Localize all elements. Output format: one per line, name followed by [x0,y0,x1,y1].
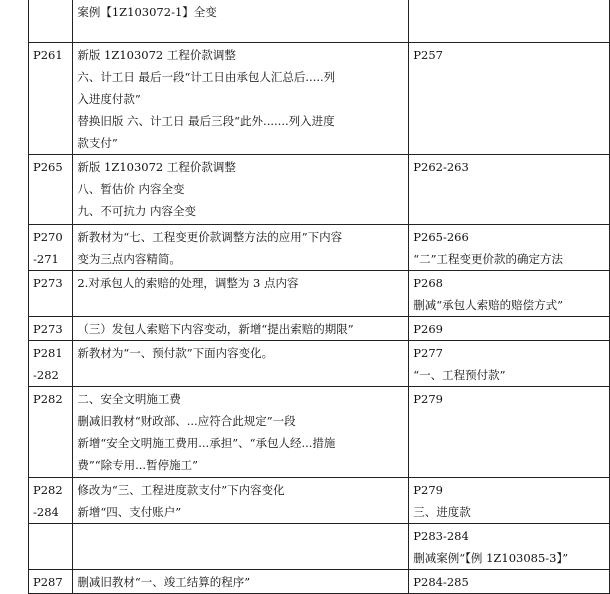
new-page-number: P261 [33,48,63,62]
old-page-cell [409,387,610,478]
change-description-line: 新教材为“一、预付款”下面内容变化。 [77,346,274,360]
old-page-line: P262-263 [413,160,469,174]
old-page-line: P257 [413,48,443,62]
new-page-number: P281 [33,346,63,360]
change-description-cell [73,271,409,317]
change-description-line: 六、计工日 最后一段“计工日由承包人汇总后.....列 [77,70,336,84]
change-description-cell [73,0,409,43]
change-description-line: 删减旧教材“一、竣工结算的程序” [77,575,251,589]
change-table-body [29,0,610,594]
change-description-line: 2.对承包人的索赔的处理，调整为 3 点内容 [77,276,299,290]
change-description-line: 变为三点内容精简。 [77,252,181,266]
table-row [29,478,610,524]
old-page-line: 删减“承包人索赔的赔偿方式” [413,298,564,312]
change-description-line: 案例【1Z103072-1】全变 [77,5,217,19]
old-page-cell [409,524,610,570]
old-page-cell [409,155,610,225]
change-description-cell [73,317,409,341]
table-row [29,341,610,387]
old-page-line: P279 [413,392,443,406]
table-row [29,387,610,478]
change-description-line: 修改为“三、工程进度款支付”下内容变化 [77,483,285,497]
change-description-cell [73,570,409,594]
old-page-line: 删减案例“【例 1Z103085-3】” [413,551,569,565]
change-description-line: 款支付” [77,136,118,150]
old-page-cell [409,0,610,43]
old-page-line: P283-284 [413,529,469,543]
old-page-cell [409,570,610,594]
old-page-line: P265-266 [413,230,469,244]
change-description-line: 替换旧版 六、计工日 最后三段“此外.......列入进度 [77,114,335,128]
change-description-line: 新增“四、支付账户” [77,505,182,519]
change-description-cell [73,387,409,478]
change-description-line: 八、暂估价 内容全变 [77,182,185,196]
old-page-cell [409,271,610,317]
change-description-cell [73,478,409,524]
page-number-cell [29,317,73,341]
change-description-cell [73,155,409,225]
table-row [29,0,610,43]
change-description-line: 二、安全文明施工费 [77,392,181,406]
change-description-cell [73,225,409,271]
change-description-line: 费”“除专用...暂停施工” [77,458,198,472]
change-description-cell [73,524,409,570]
new-page-number: P287 [33,575,63,589]
table-row [29,155,610,225]
page-number-cell [29,341,73,387]
page-number-cell [29,271,73,317]
page-number-cell [29,225,73,271]
page-number-cell [29,524,73,570]
page-number-cell [29,478,73,524]
table-row [29,317,610,341]
table-row [29,225,610,271]
new-page-number: P273 [33,322,63,336]
new-page-range-end: -284 [33,505,59,519]
new-page-number: P265 [33,160,63,174]
old-page-line: 三、进度款 [413,505,471,519]
table-row [29,570,610,594]
change-description-line: 新版 1Z103072 工程价款调整 [77,160,236,174]
change-description-line: 九、不可抗力 内容全变 [77,204,197,218]
change-description-line: 新教材为“七、工程变更价款调整方法的应用”下内容 [77,230,343,244]
table-row [29,524,610,570]
change-description-line: （三）发包人索赔下内容变动，新增“提出索赔的期限” [77,322,354,336]
page-number-cell [29,155,73,225]
old-page-line: P279 [413,483,443,497]
change-description-line: 删减旧教材“财政部、...应符合此规定”一段 [77,414,296,428]
new-page-number: P282 [33,392,63,406]
page-number-cell [29,387,73,478]
new-page-number: P282 [33,483,63,497]
old-page-line: P277 [413,346,443,360]
change-table [28,0,610,594]
old-page-cell [409,43,610,155]
page-number-cell [29,0,73,43]
new-page-number: P273 [33,276,63,290]
change-description-line: 入进度付款” [77,92,141,106]
change-description-line: 新版 1Z103072 工程价款调整 [77,48,236,62]
old-page-line: P284-285 [413,575,469,589]
page-number-cell [29,570,73,594]
old-page-line: P268 [413,276,443,290]
old-page-cell [409,317,610,341]
old-page-cell [409,478,610,524]
old-page-line: P269 [413,322,443,336]
old-page-line: “二”工程变更价款的确定方法 [413,252,564,266]
new-page-range-end: -282 [33,368,59,382]
change-description-cell [73,43,409,155]
new-page-range-end: -271 [33,252,59,266]
new-page-number: P270 [33,230,63,244]
table-row [29,43,610,155]
old-page-cell [409,341,610,387]
page-number-cell [29,43,73,155]
change-description-line: 新增“安全文明施工费用...承担”、“承包人经...措施 [77,436,336,450]
change-description-cell [73,341,409,387]
table-row [29,271,610,317]
old-page-line: “一、工程预付款” [413,368,506,382]
old-page-cell [409,225,610,271]
